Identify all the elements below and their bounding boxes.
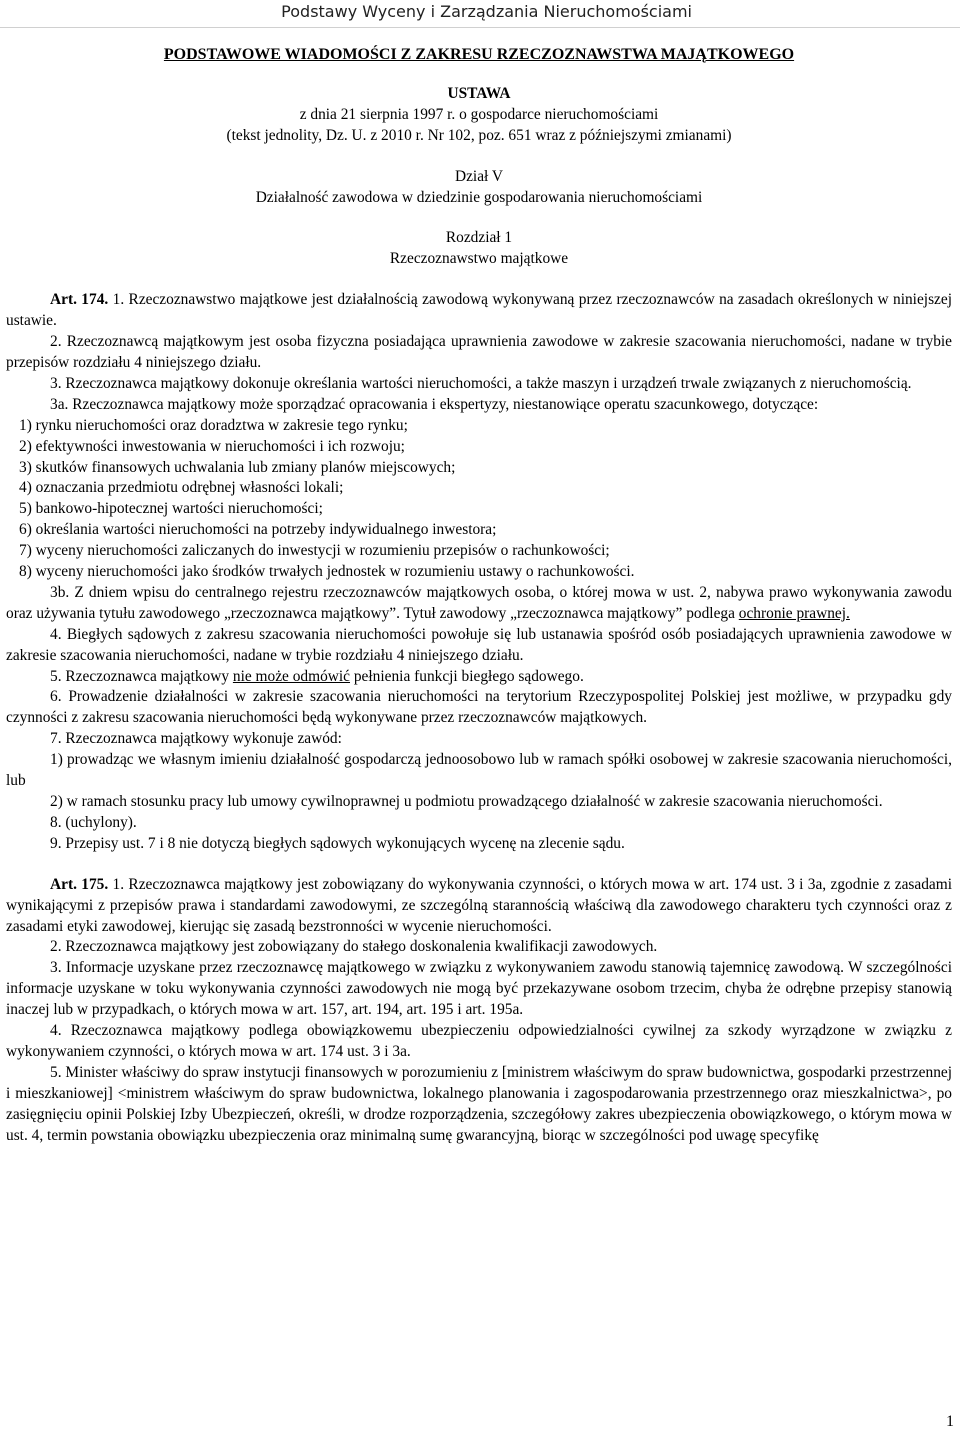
running-header: Podstawy Wyceny i Zarządzania Nieruchomościami bbox=[0, 0, 960, 28]
section-label: Dział V bbox=[454, 167, 503, 185]
section-title: Działalność zawodowa w dziedzinie gospodarowania nieruchomościami bbox=[255, 188, 703, 206]
art174-para-2: 2. Rzeczoznawcą majątkowym jest osoba fizyczna posiadająca uprawnienia zawodowe w zakresie szacowania nieruchomości, nadane w trybie przepisów rozdziału 4 niniejszego działu. bbox=[6, 333, 952, 371]
art174-para-3b: 3b. Z dniem wpisu do centralnego rejestru rzeczoznawców majątkowych osoba, o której mowa w ust. 2, nabywa prawo wykonywania zawodu oraz używania tytułu zawodowego „rzeczoznawca majątkowy”. Tytuł zawodowy „rzeczoznawca majątkowy” podlega ochronie prawnej. bbox=[6, 583, 952, 622]
art174-para-7: 7. Rzeczoznawca majątkowy wykonuje zawód: bbox=[50, 730, 342, 748]
art175-label: Art. 175. bbox=[50, 875, 109, 893]
page-number: 1 bbox=[946, 1413, 954, 1431]
art175-para-3: 3. Informacje uzyskane przez rzeczoznawcę majątkowego w związku z wykonywaniem zawodu stanowią tajemnicę zawodową. W szczególności informacje uzyskane w toku wykonywania czynności zawodowych nie mogą być przekazywane osobom trzecim, chyba że odrębne przepisy stanowią inaczej lub w przypadkach, o których mowa w art. 157, art. 194, art. 195 i art. 195a. bbox=[6, 959, 952, 1019]
art175-para-4: 4. Rzeczoznawca majątkowy podlega obowiązkowemu ubezpieczeniu odpowiedzialności cywilnej za szkody wyrządzone w związku z wykonywaniem czynności, o których mowa w art. 174 ust. 3 i 3a. bbox=[6, 1022, 952, 1060]
list-item: 2) w ramach stosunku pracy lub umowy cywilnoprawnej u podmiotu prowadzącego działalność w zakresie szacowania nieruchomości. bbox=[50, 793, 883, 810]
art174-label: Art. 174. bbox=[50, 291, 109, 309]
act-type: USTAWA bbox=[447, 84, 511, 102]
art174-para-9: 9. Przepisy ust. 7 i 8 nie dotyczą biegłych sądowych wykonujących wycenę na zlecenie sądu. bbox=[50, 834, 625, 852]
underlined-phrase: ochronie prawnej. bbox=[738, 604, 850, 622]
art174-para-3a: 3a. Rzeczoznawca majątkowy może sporządzać opracowania i ekspertyzy, niestanowiące operatu szacunkowego, dotyczące: bbox=[50, 395, 819, 413]
art174-para-5: 5. Rzeczoznawca majątkowy nie może odmówić pełnienia funkcji biegłego sądowego. bbox=[50, 667, 584, 685]
document-body bbox=[6, 45, 952, 1147]
art174-para-6: 6. Prowadzenie działalności w zakresie szacowania nieruchomości na terytorium Rzeczypospolitej Polskiej jest możliwe, w przypadku gdy czynności z zakresu szacowania nieruchomości będą wykonywane przez rzeczoznawców majątkowych. bbox=[6, 688, 952, 727]
chapter-label: Rozdział 1 bbox=[445, 229, 513, 247]
document-title: PODSTAWOWE WIADOMOŚCI Z ZAKRESU RZECZOZNAWSTWA MAJĄTKOWEGO bbox=[163, 46, 795, 63]
underlined-phrase: nie może odmówić bbox=[232, 667, 351, 685]
list-item: 4) oznaczania przedmiotu odrębnej własności lokali; bbox=[19, 479, 344, 497]
list-item: 5) bankowo-hipotecznej wartości nieruchomości; bbox=[19, 500, 323, 518]
art174-para-1: Art. 174. 1. Rzeczoznawstwo majątkowe jest działalnością zawodową wykonywaną przez rzeczoznawców na zasadach określonych w niniejszej ustawie. bbox=[6, 291, 952, 330]
chapter-title: Rzeczoznawstwo majątkowe bbox=[389, 250, 569, 268]
art174-para-8: 8. (uchylony). bbox=[50, 813, 137, 831]
list-item: 8) wyceny nieruchomości jako środków trwałych jednostek w rozumieniu ustawy o rachunkowości. bbox=[19, 563, 635, 581]
list-item: 2) efektywności inwestowania w nieruchomości i ich rozwoju; bbox=[19, 437, 405, 455]
list-item: 6) określania wartości nieruchomości na potrzeby indywidualnego inwestora; bbox=[19, 521, 497, 539]
act-date: z dnia 21 sierpnia 1997 r. o gospodarce nieruchomościami bbox=[299, 105, 659, 123]
list-item: 1) rynku nieruchomości oraz doradztwa w zakresie tego rynku; bbox=[19, 416, 408, 434]
list-item: 7) wyceny nieruchomości zaliczanych do inwestycji w rozumieniu przepisów o rachunkowości; bbox=[19, 542, 610, 560]
act-source: (tekst jednolity, Dz. U. z 2010 r. Nr 102, poz. 651 wraz z późniejszymi zmianami) bbox=[226, 126, 732, 144]
art175-para-1: Art. 175. 1. Rzeczoznawca majątkowy jest zobowiązany do wykonywania czynności, o których mowa w art. 174 ust. 3 i 3a, zgodnie z zasadami wynikającymi z przepisów prawa i standardami zawodowymi, ze szczególną starannością właściwą dla zawodowego charakteru tych czynności oraz z zasadami etyki zawodowej, kierując się zasadą bezstronności w wycenie nieruchomości. bbox=[6, 875, 952, 935]
art174-para-4: 4. Biegłych sądowych z zakresu szacowania nieruchomości powołuje się lub ustanawia spośród osób posiadających uprawnienia zawodowe w zakresie szacowania nieruchomości, nadane w trybie rozdziału 4 niniejszego działu. bbox=[6, 625, 952, 664]
art175-para-2: 2. Rzeczoznawca majątkowy jest zobowiązany do stałego doskonalenia kwalifikacji zawodowych. bbox=[50, 938, 658, 956]
art175-para-5: 5. Minister właściwy do spraw instytucji finansowych w porozumieniu z [ministrem właściwym do spraw budownictwa, gospodarki przestrzennej i mieszkaniowej] <ministrem właściwym do spraw budownictwa, lokalnego planowania i zagospodarowania przestrzennego oraz mieszkalnictwa>, po zasięgnięciu opinii Polskiej Izby Ubezpieczeń, określi, w drodze rozporządzenia, szczegółowy zakres ubezpieczenia obowiązkowego, o którym mowa w ust. 4, termin powstania obowiązku ubezpieczenia oraz minimalną sumę gwarancyjną, biorąc w szczególności pod uwagę specyfikę bbox=[6, 1063, 952, 1144]
list-item: 3) skutków finansowych uchwalania lub zmiany planów miejscowych; bbox=[19, 458, 456, 476]
art174-para-3: 3. Rzeczoznawca majątkowy dokonuje określania wartości nieruchomości, a także maszyn i urządzeń trwale związanych z nieruchomością. bbox=[50, 374, 912, 392]
list-item: 1) prowadząc we własnym imieniu działalność gospodarczą jednoosobowo lub w ramach spółki osobowej w zakresie szacowania nieruchomości, lub bbox=[6, 751, 952, 790]
